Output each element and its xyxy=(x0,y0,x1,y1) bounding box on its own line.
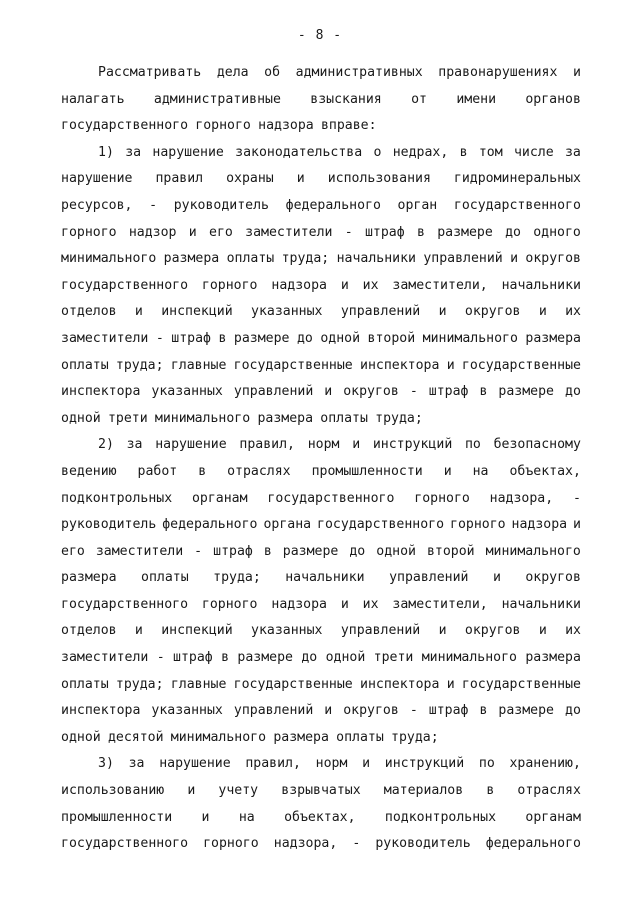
word: и xyxy=(538,304,547,320)
text-line xyxy=(61,406,581,433)
word: инспектора xyxy=(61,384,141,400)
word: в xyxy=(221,650,230,666)
word: труда; xyxy=(115,676,164,692)
word: начальники xyxy=(336,251,416,267)
word: и xyxy=(446,357,455,373)
word: и xyxy=(538,623,547,639)
word: федерального xyxy=(285,197,381,213)
word: их xyxy=(362,596,379,612)
word: за xyxy=(125,144,142,160)
word: административные xyxy=(153,91,281,107)
word: 1) xyxy=(98,144,114,160)
word: на xyxy=(238,809,255,825)
word: налагать xyxy=(61,91,125,107)
word: его xyxy=(61,543,85,559)
word: административных xyxy=(295,65,423,80)
word: одной xyxy=(61,729,101,745)
word: горного xyxy=(201,277,258,293)
word: норм xyxy=(307,437,340,453)
text-line xyxy=(61,113,581,140)
word: в xyxy=(479,703,488,719)
word: указанных xyxy=(251,623,323,639)
word: норм xyxy=(315,756,348,772)
word: органам xyxy=(525,809,581,825)
word: и xyxy=(510,251,519,267)
word: штраф xyxy=(213,543,253,559)
word: одной xyxy=(325,650,366,666)
word: использования xyxy=(327,171,431,187)
word: и xyxy=(296,171,305,187)
word: горного xyxy=(203,836,259,852)
text-line xyxy=(61,87,581,114)
word: - xyxy=(344,224,353,240)
word: инспектора xyxy=(360,357,440,373)
word: - xyxy=(156,650,165,666)
word: до xyxy=(301,650,318,666)
word: правонарушениях xyxy=(438,65,558,80)
word: размере xyxy=(237,650,293,666)
word: заместители, xyxy=(392,277,488,293)
word: округов xyxy=(343,384,399,400)
word: объектах, xyxy=(509,463,581,479)
text-line xyxy=(61,725,581,752)
word: государственного xyxy=(61,118,189,134)
text-line xyxy=(61,459,581,486)
word: законодательства xyxy=(235,144,363,160)
word: имени xyxy=(456,91,497,107)
word: горного xyxy=(201,596,258,612)
word: и xyxy=(572,65,581,80)
word: главные xyxy=(170,357,227,373)
word: материалов xyxy=(383,783,464,799)
text-line xyxy=(61,672,581,699)
word: одной xyxy=(376,543,416,559)
word: руководитель xyxy=(61,517,157,533)
word: штраф xyxy=(428,384,469,400)
word: штраф xyxy=(173,650,213,666)
word: и xyxy=(188,224,197,240)
word: округов xyxy=(343,703,399,719)
word: 2) xyxy=(98,437,114,453)
word: дела xyxy=(216,65,249,80)
word: и xyxy=(134,304,143,320)
word: и xyxy=(352,437,361,453)
word: в xyxy=(479,384,488,400)
text-line xyxy=(61,778,581,805)
word: начальники xyxy=(285,570,365,586)
word: управлений xyxy=(423,251,503,267)
word: одной xyxy=(61,410,101,426)
word: оплаты xyxy=(61,676,109,692)
word: - xyxy=(409,703,418,719)
word: горного xyxy=(450,517,506,533)
word: округов xyxy=(464,304,521,320)
text-line xyxy=(61,512,581,539)
word: труда; xyxy=(115,357,164,373)
word: минимального xyxy=(485,543,581,559)
text-line xyxy=(61,220,581,247)
word: надзор xyxy=(128,224,177,240)
word: размере xyxy=(282,543,339,559)
word: округов xyxy=(525,570,581,586)
word: использованию xyxy=(61,783,165,799)
text-line xyxy=(61,805,581,832)
page-number: - 8 - xyxy=(297,28,343,43)
word: надзора xyxy=(511,517,568,533)
word: государственные xyxy=(233,357,353,373)
word: одного xyxy=(533,224,581,240)
word: оплаты xyxy=(141,570,189,586)
word: трети xyxy=(373,650,414,666)
word: объектах, xyxy=(284,809,356,825)
word: - xyxy=(409,384,418,400)
word: государственные xyxy=(461,676,581,692)
word: и xyxy=(573,517,581,533)
word: и xyxy=(492,570,501,586)
word: и xyxy=(438,304,447,320)
word: указанных xyxy=(251,304,323,320)
word: управлений xyxy=(340,304,421,320)
word: размере xyxy=(437,224,493,240)
word: в xyxy=(459,144,468,160)
word: нарушение xyxy=(61,171,133,187)
word: государственного xyxy=(453,197,581,213)
word: оплаты xyxy=(320,410,368,426)
word: труда; xyxy=(213,570,261,586)
word: второй xyxy=(426,543,475,559)
word: надзора, xyxy=(489,490,554,506)
word: надзора xyxy=(271,596,327,612)
word: размере xyxy=(233,330,290,346)
word: его xyxy=(209,224,233,240)
word: Рассматривать xyxy=(98,65,202,80)
word: указанных xyxy=(151,384,223,400)
word: надзора xyxy=(271,277,327,293)
text-line xyxy=(61,166,581,193)
word: инспекций xyxy=(161,304,233,320)
word: - xyxy=(573,490,581,506)
word: до xyxy=(296,330,313,346)
word: начальники xyxy=(501,277,581,293)
word: горного xyxy=(195,118,251,134)
word: государственного xyxy=(317,517,445,533)
word: управлений xyxy=(233,703,314,719)
word: правил, xyxy=(245,756,301,772)
word: их xyxy=(362,277,379,293)
word: и xyxy=(443,463,452,479)
word: в xyxy=(218,330,227,346)
word: ресурсов, xyxy=(61,197,133,213)
text-line xyxy=(61,379,581,406)
text-line xyxy=(61,353,581,380)
word: минимального xyxy=(154,410,251,426)
word: государственного xyxy=(61,277,189,293)
word: нарушение xyxy=(155,437,227,453)
word: размера xyxy=(273,729,329,745)
word: вправе: xyxy=(320,118,377,134)
word: до xyxy=(565,384,581,400)
word: орган xyxy=(397,197,438,213)
word: промышленности xyxy=(61,809,173,825)
word: том xyxy=(478,144,503,160)
word: до xyxy=(505,224,521,240)
word: в xyxy=(263,543,272,559)
word: заместители xyxy=(61,330,149,346)
word: оплаты xyxy=(61,357,109,373)
text-line xyxy=(61,618,581,645)
word: минимального xyxy=(170,729,267,745)
word: их xyxy=(565,623,581,639)
word: заместители xyxy=(61,650,149,666)
word: минимального xyxy=(61,251,157,267)
word: государственного xyxy=(267,490,395,506)
word: штраф xyxy=(171,330,211,346)
text-line xyxy=(61,299,581,326)
text-line xyxy=(61,273,581,300)
word: в xyxy=(198,463,207,479)
word: отраслях xyxy=(227,463,291,479)
word: и xyxy=(362,756,371,772)
word: работ xyxy=(137,463,178,479)
word: до xyxy=(349,543,366,559)
word: и xyxy=(446,676,455,692)
word: до xyxy=(565,703,581,719)
word: указанных xyxy=(151,703,223,719)
word: государственного xyxy=(61,596,189,612)
word: руководитель xyxy=(173,197,269,213)
word: минимального xyxy=(421,650,517,666)
word: за xyxy=(126,437,143,453)
word: охраны xyxy=(226,171,274,187)
word: одной xyxy=(320,330,361,346)
word: заместители xyxy=(95,543,184,559)
text-line xyxy=(61,432,581,459)
word: безопасному xyxy=(493,437,581,453)
word: управлений xyxy=(389,570,469,586)
word: об xyxy=(264,65,281,80)
word: учету xyxy=(218,783,259,799)
text-line xyxy=(61,246,581,273)
word: их xyxy=(565,304,581,320)
word: взыскания xyxy=(310,91,382,107)
word: инспектора xyxy=(360,676,440,692)
word: - xyxy=(194,543,203,559)
text-line xyxy=(61,140,581,167)
word: взрывчатых xyxy=(281,783,361,799)
word: - xyxy=(149,197,158,213)
word: органов xyxy=(525,91,581,107)
word: от xyxy=(411,91,427,107)
word: на xyxy=(472,463,489,479)
word: инспектора xyxy=(61,703,141,719)
text-line xyxy=(61,326,581,353)
word: - xyxy=(352,836,361,852)
text-line xyxy=(61,193,581,220)
word: федерального xyxy=(485,836,581,852)
word: труда; xyxy=(391,729,439,745)
word: федерального xyxy=(162,517,258,533)
word: органа xyxy=(263,517,312,533)
word: управлений xyxy=(340,623,421,639)
word: надзора, xyxy=(273,836,338,852)
word: нарушение xyxy=(152,144,224,160)
text-line xyxy=(61,645,581,672)
word: и xyxy=(340,596,349,612)
word: главные xyxy=(170,676,227,692)
word: инструкций xyxy=(384,756,465,772)
word: хранению, xyxy=(509,756,581,772)
word: правил xyxy=(155,171,204,187)
word: в xyxy=(416,224,425,240)
text-line xyxy=(61,60,581,87)
text-line xyxy=(61,698,581,725)
word: и xyxy=(324,384,333,400)
word: и xyxy=(340,277,349,293)
word: оплаты xyxy=(336,729,384,745)
word: государственные xyxy=(461,357,581,373)
text-line xyxy=(61,831,581,858)
word: - xyxy=(155,330,164,346)
word: округов xyxy=(464,623,521,639)
text-line xyxy=(61,592,581,619)
word: управлений xyxy=(233,384,314,400)
word: и xyxy=(438,623,447,639)
word: подконтрольных xyxy=(384,809,497,825)
word: второй xyxy=(367,330,416,346)
word: трети xyxy=(107,410,148,426)
word: 3) xyxy=(98,756,114,772)
word: за xyxy=(128,756,145,772)
word: недрах, xyxy=(392,144,449,160)
word: и xyxy=(134,623,143,639)
word: размере xyxy=(498,703,554,719)
word: нарушение xyxy=(159,756,231,772)
word: штраф xyxy=(364,224,405,240)
word: труда; xyxy=(375,410,423,426)
word: государственного xyxy=(61,836,189,852)
word: гидроминеральных xyxy=(453,171,581,187)
word: округов xyxy=(525,251,581,267)
word: десятой xyxy=(107,729,164,745)
word: оплаты xyxy=(226,251,275,267)
word: заместители, xyxy=(392,596,488,612)
word: заместители xyxy=(245,224,333,240)
word: числе xyxy=(513,144,554,160)
word: отделов xyxy=(61,304,117,320)
word: горного xyxy=(61,224,117,240)
word: и xyxy=(324,703,333,719)
word: начальники xyxy=(501,596,581,612)
word: штраф xyxy=(428,703,469,719)
word: отделов xyxy=(61,623,117,639)
word: по xyxy=(478,756,495,772)
word: промышленности xyxy=(311,463,423,479)
word: руководитель xyxy=(375,836,471,852)
word: горного xyxy=(414,490,470,506)
text-line xyxy=(61,539,581,566)
word: размера xyxy=(257,410,314,426)
word: государственные xyxy=(233,676,353,692)
document-body xyxy=(61,60,581,858)
word: труда; xyxy=(281,251,330,267)
word: инспекций xyxy=(161,623,233,639)
word: ведению xyxy=(61,463,117,479)
word: размере xyxy=(498,384,554,400)
word: органам xyxy=(191,490,248,506)
word: правил, xyxy=(239,437,295,453)
word: размера xyxy=(163,251,220,267)
word: и xyxy=(187,783,196,799)
word: по xyxy=(464,437,481,453)
text-line xyxy=(61,751,581,778)
word: надзора xyxy=(258,118,314,134)
word: и xyxy=(201,809,210,825)
word: минимального xyxy=(422,330,518,346)
word: инструкций xyxy=(372,437,453,453)
word: размера xyxy=(525,650,581,666)
word: размера xyxy=(525,330,581,346)
word: размера xyxy=(61,570,117,586)
word: в xyxy=(486,783,495,799)
word: отраслях xyxy=(517,783,581,799)
word: о xyxy=(373,144,382,160)
word: за xyxy=(564,144,581,160)
text-line xyxy=(61,486,581,513)
text-line xyxy=(61,565,581,592)
word: подконтрольных xyxy=(61,490,173,506)
